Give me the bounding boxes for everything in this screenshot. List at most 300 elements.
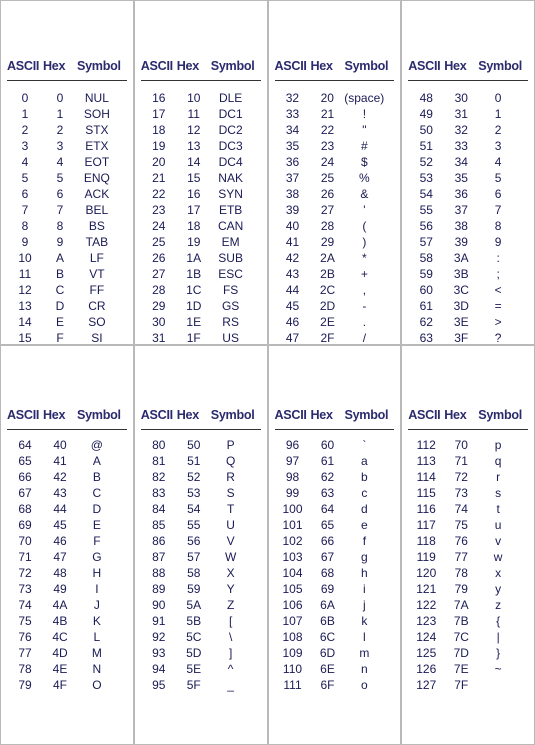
decimal-value: 124 [416,630,437,644]
hex-value: 47 [53,550,67,564]
symbol-value: , [362,283,367,297]
hex-value: E [55,315,64,329]
code-row [141,218,261,234]
column-header [141,51,261,81]
code-row [275,218,395,234]
symbol-value: 3 [494,139,502,153]
code-row [408,122,528,138]
code-row [408,90,528,106]
decimal-value: 49 [419,107,433,121]
symbol-value: a [361,454,368,468]
decimal-value: 64 [18,438,32,452]
decimal-value: 39 [285,203,300,217]
hex-value: 37 [454,203,468,217]
symbol-value: m [359,646,370,660]
decimal-value: 82 [152,470,166,484]
symbol-value: - [362,299,367,313]
decimal-value: 113 [416,454,436,468]
hex-value: 4A [52,598,68,612]
hex-value: 1F [186,331,201,344]
code-row [141,485,261,501]
code-row [275,138,395,154]
code-row [408,645,528,661]
decimal-value: 80 [152,438,166,452]
symbol-value: 8 [494,219,502,233]
hex-value: 46 [53,534,67,548]
symbol-value: b [361,470,368,484]
code-row [275,549,395,565]
decimal-value: 40 [285,219,300,233]
decimal-value: 123 [416,614,437,628]
code-row [275,106,395,122]
decimal-value: 59 [419,267,433,281]
decimal-value: 125 [416,646,437,660]
hex-value: 27 [320,203,335,217]
code-row [408,298,528,314]
column-header [408,51,528,81]
hex-value: 35 [454,171,468,185]
decimal-value: 70 [18,534,32,548]
code-row [7,597,127,613]
code-row [141,597,261,613]
decimal-value: 78 [18,662,32,676]
decimal-value: 99 [285,486,300,500]
hex-value: 29 [320,235,335,249]
code-row [7,533,127,549]
code-row [408,266,528,282]
hex-value: 5E [186,662,202,676]
code-row [275,154,395,170]
code-row [7,106,127,122]
decimal-value: 44 [285,283,300,297]
hex-value: C [55,283,65,297]
code-row [7,565,127,581]
hex-value: 72 [454,470,468,484]
hex-value: 59 [187,582,201,596]
code-row [7,282,127,298]
hex-value: 34 [454,155,468,169]
hex-value: 2 [56,123,64,137]
symbol-value: VT [89,267,105,281]
decimal-value: 108 [282,630,303,644]
symbol-value: V [226,534,235,548]
decimal-value: 73 [18,582,32,596]
decimal-value: 50 [419,123,433,137]
decimal-value: 118 [416,534,436,548]
decimal-value: 5 [21,171,29,185]
hex-value: 20 [320,91,334,105]
code-row [141,661,261,677]
symbol-value: DC3 [218,139,243,153]
hex-value: 77 [454,550,468,564]
code-row [275,677,395,693]
decimal-value: 32 [285,91,300,105]
code-row [275,533,395,549]
symbol-value: > [494,315,502,329]
hex-value: 5 [56,171,64,185]
code-row [408,581,528,597]
code-list [275,90,395,344]
symbol-value: \ [228,630,233,644]
header-symbol: Symbol [344,59,389,73]
symbol-value: K [92,614,101,628]
hex-value: 2A [320,251,335,265]
code-row [275,202,395,218]
symbol-value: RS [222,315,239,329]
symbol-value: f [362,534,367,548]
decimal-value: 117 [416,518,436,532]
hex-value: 41 [53,454,67,468]
code-row [275,581,395,597]
code-row [7,314,127,330]
decimal-value: 74 [18,598,32,612]
decimal-value: 76 [18,630,32,644]
symbol-value: CAN [217,219,244,233]
symbol-value: z [495,598,502,612]
symbol-value [478,677,528,693]
header-symbol: Symbol [210,59,255,73]
decimal-value: 105 [282,582,303,596]
code-row [275,186,395,202]
decimal-value: 12 [18,283,32,297]
symbol-value: t [496,502,500,516]
decimal-value: 33 [285,107,300,121]
code-row [7,517,127,533]
code-row [7,501,127,517]
symbol-value: _ [227,678,234,692]
decimal-value: 23 [152,203,166,217]
decimal-value: 104 [282,566,303,580]
code-row [141,234,261,250]
code-row [141,266,261,282]
symbol-value: 7 [494,203,502,217]
decimal-value: 109 [282,646,303,660]
symbol-value: BS [88,219,105,233]
hex-value: 1E [186,315,202,329]
hex-value: 8 [56,219,64,233]
code-row [7,250,127,266]
symbol-value: w [493,550,503,564]
code-row [275,314,395,330]
code-row [141,282,261,298]
hex-value: 69 [320,582,335,596]
symbol-value: ^ [227,662,234,676]
header-ascii: ASCII [274,59,307,73]
code-row [7,186,127,202]
code-row [408,250,528,266]
header-hex: Hex [176,59,199,73]
code-row [7,469,127,485]
symbol-value: DC2 [218,123,243,137]
hex-value: 36 [454,187,468,201]
symbol-value: W [224,550,237,564]
hex-value: 64 [320,502,335,516]
decimal-value: 14 [18,315,32,329]
code-list [141,437,261,693]
symbol-value: [ [228,614,233,628]
decimal-value: 51 [419,139,433,153]
code-row [141,330,261,344]
symbol-value: r [496,470,501,484]
symbol-value: O [92,678,102,692]
decimal-value: 19 [152,139,166,153]
hex-value: 1 [56,107,64,121]
hex-value: 18 [187,219,201,233]
code-row [7,202,127,218]
code-row [275,282,395,298]
code-row [141,453,261,469]
hex-value: 42 [53,470,67,484]
hex-value: B [55,267,64,281]
decimal-value: 16 [152,91,166,105]
hex-value: 4C [52,630,68,644]
hex-value: 45 [53,518,67,532]
symbol-value: B [92,470,101,484]
code-row [408,330,528,344]
symbol-value: EM [221,235,240,249]
decimal-value: 9 [21,235,29,249]
decimal-value: 25 [152,235,166,249]
hex-value: 31 [454,107,468,121]
symbol-value: FF [89,283,105,297]
code-row [7,613,127,629]
hex-value: 1D [186,299,202,313]
decimal-value: 53 [419,171,433,185]
decimal-value: 41 [285,235,300,249]
decimal-value: 92 [152,630,166,644]
code-row [408,533,528,549]
decimal-value: 35 [285,139,300,153]
hex-value: D [55,299,65,313]
code-row [141,154,261,170]
code-row [275,645,395,661]
hex-value: 0 [56,91,64,105]
decimal-value: 110 [282,662,303,676]
symbol-value: H [92,566,102,580]
decimal-value: 98 [285,470,300,484]
header-ascii: ASCII [408,59,441,73]
header-symbol: Symbol [344,408,389,422]
code-row [408,437,528,453]
code-row [408,597,528,613]
code-row [408,469,528,485]
symbol-value: v [495,534,502,548]
code-row [141,645,261,661]
code-row [141,250,261,266]
symbol-value: ETB [218,203,243,217]
hex-value: 60 [320,438,335,452]
hex-value: 56 [187,534,201,548]
code-row [275,629,395,645]
symbol-value: GS [221,299,240,313]
symbol-value: | [496,630,500,644]
symbol-value: DC1 [218,107,243,121]
symbol-value: l [363,630,366,644]
hex-value: 7F [454,678,469,692]
hex-value: 7D [453,646,469,660]
hex-value: 52 [187,470,201,484]
code-row [141,90,261,106]
decimal-value: 115 [416,486,436,500]
decimal-value: 29 [152,299,166,313]
code-row [275,501,395,517]
hex-value: 51 [187,454,201,468]
decimal-value: 68 [18,502,32,516]
decimal-value: 43 [285,267,300,281]
hex-value: 9 [56,235,64,249]
hex-value: 26 [320,187,335,201]
code-row [141,298,261,314]
decimal-value: 38 [285,187,300,201]
decimal-value: 114 [416,470,436,484]
symbol-value: FS [222,283,239,297]
decimal-value: 47 [285,331,300,344]
symbol-value: BEL [85,203,109,217]
code-row [7,549,127,565]
decimal-value: 72 [18,566,32,580]
hex-value: 6D [319,646,336,660]
symbol-value: 6 [494,187,502,201]
code-list [7,90,127,344]
symbol-value: SYN [218,187,243,201]
symbol-value: { [496,614,501,628]
header-symbol: Symbol [77,59,121,73]
symbol-value: $ [361,155,368,169]
decimal-value: 24 [152,219,166,233]
symbol-value: . [362,315,367,329]
symbol-value: US [222,331,239,344]
symbol-value: I [95,582,99,596]
code-row [7,645,127,661]
decimal-value: 101 [282,518,303,532]
decimal-value: 2 [21,123,29,137]
column-header [408,400,528,430]
symbol-value: SO [88,315,106,329]
symbol-value: TAB [85,235,109,249]
code-row [7,90,127,106]
header-symbol: Symbol [478,408,522,422]
decimal-value: 88 [152,566,166,580]
symbol-value: & [360,187,369,201]
header-ascii: ASCII [7,59,40,73]
code-row [408,154,528,170]
hex-value: 63 [320,486,335,500]
symbol-value: SI [91,331,103,344]
symbol-value: SUB [218,251,243,265]
symbol-value: S [226,486,235,500]
decimal-value: 54 [419,187,433,201]
code-row [141,186,261,202]
symbol-value: G [92,550,102,564]
decimal-value: 28 [152,283,166,297]
hex-value: 13 [187,139,201,153]
header-symbol: Symbol [77,408,121,422]
decimal-value: 120 [416,566,437,580]
code-row [141,170,261,186]
hex-value: 3F [454,331,469,344]
symbol-value: ACK [84,187,110,201]
symbol-value: J [93,598,100,612]
code-row [275,517,395,533]
hex-value: 21 [320,107,335,121]
hex-value: 25 [320,171,335,185]
decimal-value: 69 [18,518,32,532]
decimal-value: 89 [152,582,166,596]
decimal-value: 17 [152,107,166,121]
hex-value: 54 [187,502,201,516]
ascii-panel-2 [269,1,401,344]
hex-value: 2B [320,267,335,281]
hex-value: 58 [187,566,201,580]
symbol-value: e [361,518,368,532]
code-row [275,597,395,613]
symbol-value: ' [363,203,366,217]
symbol-value: ) [362,235,367,249]
hex-value: 24 [320,155,335,169]
code-row [275,298,395,314]
symbol-value: ! [362,107,367,121]
hex-value: 6 [56,187,64,201]
ascii-panel-4 [1,346,133,744]
code-row [141,581,261,597]
decimal-value: 60 [419,283,433,297]
decimal-value: 15 [18,331,32,344]
hex-value: 14 [187,155,201,169]
code-row [275,437,395,453]
hex-value: 7B [453,614,469,628]
code-row [408,314,528,330]
hex-value: 19 [187,235,201,249]
code-row [408,186,528,202]
symbol-value: n [361,662,368,676]
symbol-value: ETX [85,139,109,153]
decimal-value: 121 [416,582,437,596]
decimal-value: 79 [18,678,32,692]
code-row [408,501,528,517]
symbol-value: D [92,502,102,516]
code-row [275,90,395,106]
decimal-value: 20 [152,155,166,169]
hex-value: 40 [53,438,67,452]
code-row [7,330,127,344]
symbol-value: U [226,518,235,532]
code-row [7,437,127,453]
code-row [408,282,528,298]
symbol-value: " [362,123,367,137]
decimal-value: 58 [419,251,433,265]
decimal-value: 4 [21,155,29,169]
symbol-value: ` [362,438,367,452]
symbol-value: ~ [494,662,502,676]
decimal-value: 96 [285,438,300,452]
symbol-value: DC4 [218,155,243,169]
hex-value: 1C [186,283,202,297]
decimal-value: 46 [285,315,300,329]
decimal-value: 86 [152,534,166,548]
decimal-value: 100 [282,502,303,516]
decimal-value: 13 [18,299,32,313]
hex-value: 74 [454,502,468,516]
hex-value: 48 [53,566,67,580]
column-header [7,51,127,81]
symbol-value: E [92,518,101,532]
symbol-value: ENQ [83,171,110,185]
decimal-value: 3 [21,139,29,153]
code-row [141,533,261,549]
decimal-value: 27 [152,267,166,281]
hex-value: 71 [454,454,468,468]
hex-value: 3 [56,139,64,153]
